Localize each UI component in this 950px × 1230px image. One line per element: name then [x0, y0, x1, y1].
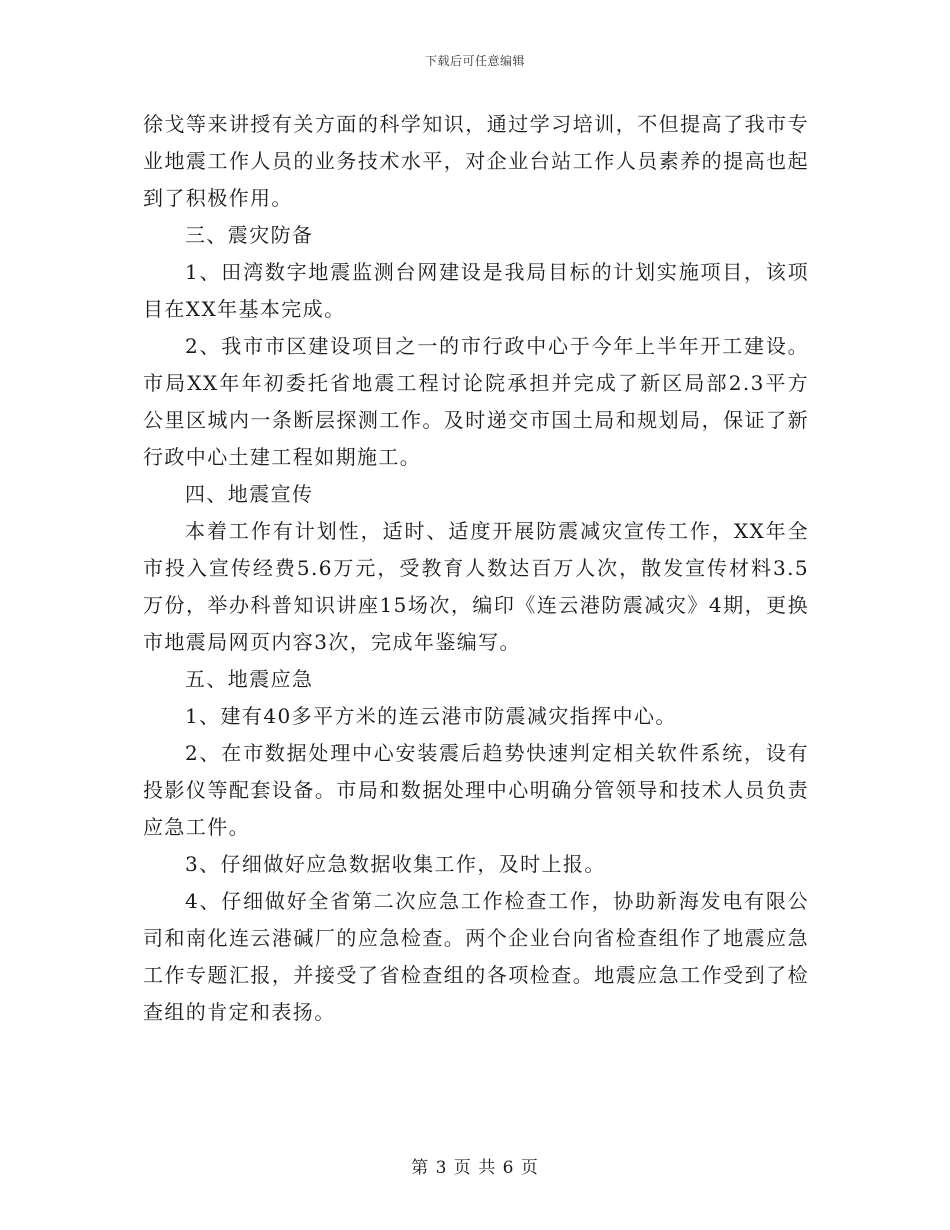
paragraph-item: 4、仔细做好全省第二次应急工作检查工作，协助新海发电有限公司和南化连云港碱厂的应急检查。两个企业台向省检查组作了地震应急工作专题汇报，并接受了省检查组的各项检查。地震应急工作受到了检查组的肯定和表扬。 [143, 889, 809, 1024]
paragraph-continuation: 徐戈等来讲授有关方面的科学知识，通过学习培训，不但提高了我市专业地震工作人员的业务技术水平，对企业台站工作人员素养的提高也起到了积极作用。 [143, 112, 809, 210]
paragraph-item: 本着工作有计划性，适时、适度开展防震减灾宣传工作，XX年全市投入宣传经费5.6万元，受教育人数达百万人次，散发宣传材料3.5万份，举办科普知识讲座15场次，编印《连云港防震减灾》4期，更换市地震局网页内容3次，完成年鉴编写。 [143, 519, 809, 654]
paragraph-item: 2、在市数据处理中心安装震后趋势快速判定相关软件系统，设有投影仪等配套设备。市局和数据处理中心明确分管领导和技术人员负责应急工件。 [143, 741, 809, 839]
document-body [143, 106, 809, 1031]
download-note: 下载后可任意编辑 [424, 54, 525, 68]
section-heading-emergency: 五、地震应急 [185, 667, 314, 691]
section-heading-disaster-prevention: 三、震灾防备 [185, 223, 314, 247]
paragraph-item: 1、田湾数字地震监测台网建设是我局目标的计划实施项目，该项目在XX年基本完成。 [143, 260, 809, 321]
paragraph-item: 2、我市市区建设项目之一的市行政中心于今年上半年开工建设。市局XX年年初委托省地震工程讨论院承担并完成了新区局部2.3平方公里区城内一条断层探测工作。及时递交市国土局和规划局，保证了新行政中心土建工程如期施工。 [143, 334, 809, 469]
paragraph-item: 3、仔细做好应急数据收集工作，及时上报。 [185, 852, 606, 876]
page-number: 第 3 页 共 6 页 [411, 1158, 539, 1178]
section-heading-publicity: 四、地震宣传 [185, 482, 314, 506]
paragraph-item: 1、建有40多平方米的连云港市防震减灾指挥中心。 [185, 704, 677, 728]
